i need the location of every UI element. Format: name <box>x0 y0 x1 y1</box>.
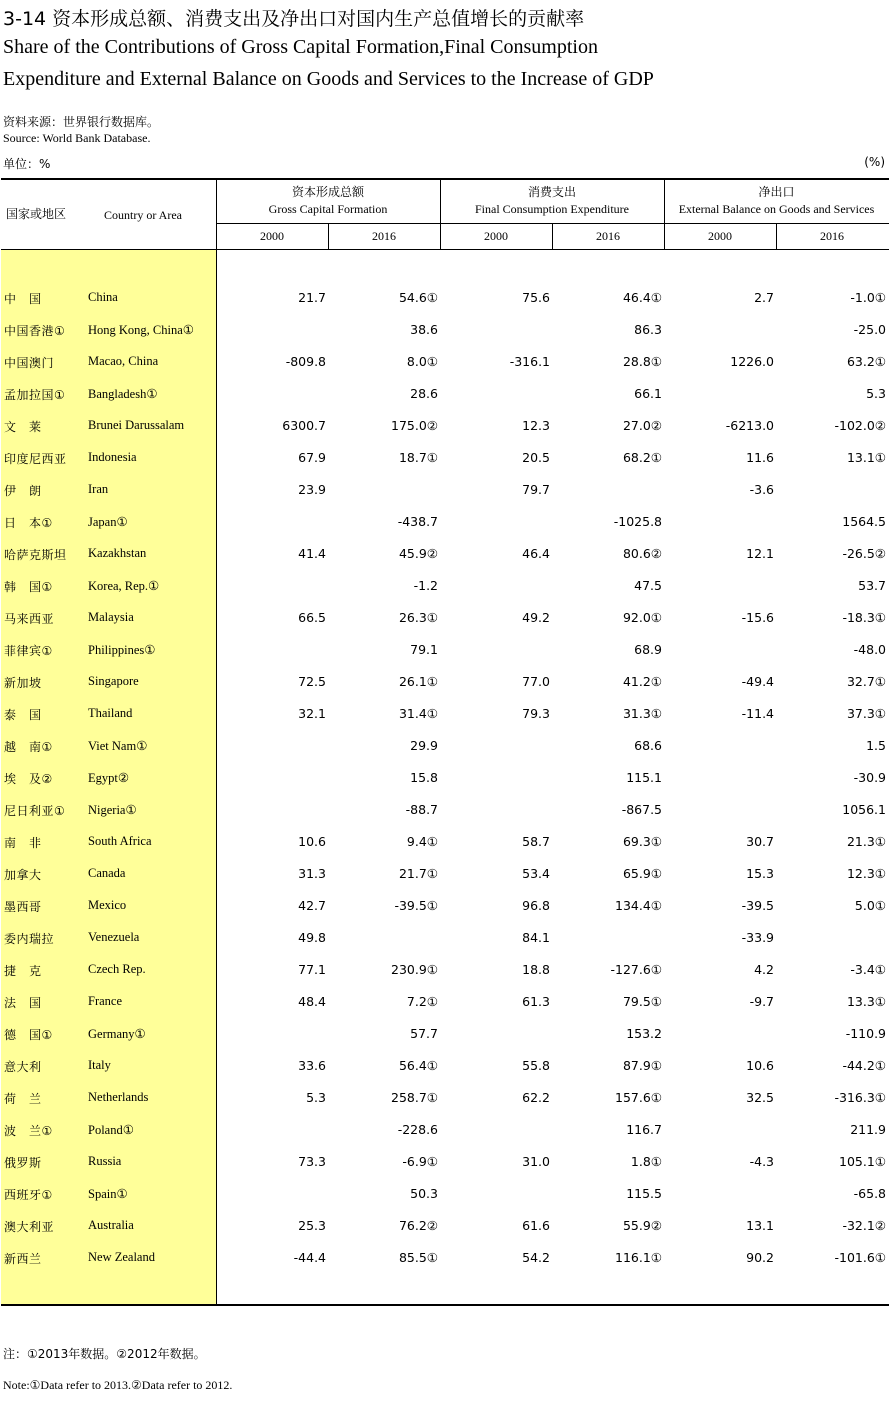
value-cell: 96.8 <box>522 898 550 913</box>
value-cell: 21.3① <box>846 834 886 849</box>
value-cell: 73.3 <box>298 1154 326 1169</box>
region-name-en: Hong Kong, China① <box>88 323 194 337</box>
table-row <box>0 450 889 470</box>
group-header-external-en: External Balance on Goods and Services <box>678 202 875 216</box>
table-row <box>0 1218 889 1238</box>
value-cell: 31.4① <box>398 706 438 721</box>
value-cell: -48.0 <box>853 642 886 657</box>
value-cell: 21.7 <box>298 290 326 305</box>
value-cell: 5.3 <box>866 386 886 401</box>
value-cell: -33.9 <box>741 930 774 945</box>
table-row <box>0 482 889 502</box>
table-row <box>0 610 889 630</box>
value-cell: -3.6 <box>749 482 774 497</box>
region-name-en: Viet Nam① <box>88 739 148 753</box>
region-name-en: Canada <box>88 866 126 880</box>
value-cell: -809.8 <box>285 354 326 369</box>
value-cell: -228.6 <box>397 1122 438 1137</box>
region-name-en: Australia <box>88 1218 134 1232</box>
value-cell: 31.0 <box>522 1154 550 1169</box>
value-cell: -316.3① <box>834 1090 886 1105</box>
value-cell: 55.8 <box>522 1058 550 1073</box>
region-name-cn: 西班牙① <box>4 1188 53 1202</box>
value-cell: -44.2① <box>842 1058 886 1073</box>
value-cell: 105.1① <box>839 1154 886 1169</box>
value-cell: 230.9① <box>391 962 438 977</box>
value-cell: 25.3 <box>298 1218 326 1233</box>
region-name-cn: 加拿大 <box>4 868 42 882</box>
value-cell: 53.7 <box>858 578 886 593</box>
region-name-cn: 中国澳门 <box>4 356 55 370</box>
region-name-en: Indonesia <box>88 450 137 464</box>
table-row <box>0 1026 889 1046</box>
region-name-cn: 菲律宾① <box>4 644 53 658</box>
value-cell: -39.5① <box>394 898 438 913</box>
value-cell: 54.2 <box>522 1250 550 1265</box>
value-cell: 62.2 <box>522 1090 550 1105</box>
value-cell: 92.0① <box>622 610 662 625</box>
value-cell: -39.5 <box>741 898 774 913</box>
value-cell: -9.7 <box>749 994 774 1009</box>
region-name-cn: 德 国① <box>4 1028 53 1042</box>
value-cell: 90.2 <box>746 1250 774 1265</box>
value-cell: -1.0① <box>850 290 886 305</box>
value-cell: 49.2 <box>522 610 550 625</box>
value-cell: 84.1 <box>522 930 550 945</box>
value-cell: 50.3 <box>410 1186 438 1201</box>
region-name-en: Czech Rep. <box>88 962 146 976</box>
region-name-cn: 捷 克 <box>4 964 42 978</box>
value-cell: 10.6 <box>746 1058 774 1073</box>
value-cell: 5.0① <box>854 898 886 913</box>
value-cell: 6300.7 <box>282 418 326 433</box>
region-name-cn: 哈萨克斯坦 <box>4 548 67 562</box>
region-name-cn: 南 非 <box>4 836 42 850</box>
value-cell: -6213.0 <box>725 418 774 433</box>
header-region-cn: 国家或地区 <box>6 207 67 221</box>
table-row <box>0 1250 889 1270</box>
value-cell: 42.7 <box>298 898 326 913</box>
table-row <box>0 514 889 534</box>
value-cell: 80.6② <box>622 546 662 561</box>
region-name-cn: 日 本① <box>4 516 53 530</box>
value-cell: 2.7 <box>754 290 774 305</box>
year-header: 2016 <box>596 229 620 243</box>
source-en: Source: World Bank Database. <box>3 131 151 145</box>
value-cell: -110.9 <box>845 1026 886 1041</box>
value-cell: 54.6① <box>398 290 438 305</box>
table-bottom-rule <box>1 1304 889 1306</box>
region-name-en: Russia <box>88 1154 122 1168</box>
value-cell: -101.6① <box>834 1250 886 1265</box>
region-name-cn: 新加坡 <box>4 676 42 690</box>
table-row <box>0 322 889 342</box>
region-name-en: Philippines① <box>88 643 156 657</box>
value-cell: 15.8 <box>410 770 438 785</box>
region-name-cn: 印度尼西亚 <box>4 452 67 466</box>
value-cell: 30.7 <box>746 834 774 849</box>
value-cell: 75.6 <box>522 290 550 305</box>
value-cell: -15.6 <box>741 610 774 625</box>
value-cell: 58.7 <box>522 834 550 849</box>
region-name-en: Bangladesh① <box>88 387 158 401</box>
value-cell: 12.3① <box>846 866 886 881</box>
value-cell: -102.0② <box>834 418 886 433</box>
region-name-cn: 意大利 <box>4 1060 42 1074</box>
unit-label: 单位：% <box>3 157 51 171</box>
value-cell: -867.5 <box>621 802 662 817</box>
value-cell: 13.3① <box>846 994 886 1009</box>
region-name-cn: 荷 兰 <box>4 1092 42 1106</box>
group-header-capital-cn: 资本形成总额 <box>291 185 364 199</box>
value-cell: 11.6 <box>746 450 774 465</box>
value-cell: 47.5 <box>634 578 662 593</box>
table-row <box>0 642 889 662</box>
table-row <box>0 994 889 1014</box>
value-cell: -18.3① <box>842 610 886 625</box>
value-cell: 32.5 <box>746 1090 774 1105</box>
table-title-en-line1: Share of the Contributions of Gross Capital Formation,Final Consumption <box>3 36 598 58</box>
value-cell: 57.7 <box>410 1026 438 1041</box>
table-row <box>0 738 889 758</box>
region-name-en: Venezuela <box>88 930 140 944</box>
value-cell: 116.1① <box>615 1250 662 1265</box>
header-bottom-rule <box>1 249 889 250</box>
value-cell: 87.9① <box>622 1058 662 1073</box>
table-row <box>0 1058 889 1078</box>
region-name-cn: 澳大利亚 <box>4 1220 55 1234</box>
value-cell: 69.3① <box>622 834 662 849</box>
value-cell: 115.1 <box>626 770 662 785</box>
region-name-en: Thailand <box>88 706 133 720</box>
value-cell: 29.9 <box>410 738 438 753</box>
footnote-cn: 注：①2013年数据。②2012年数据。 <box>3 1347 206 1361</box>
value-cell: 32.7① <box>846 674 886 689</box>
value-cell: 38.6 <box>410 322 438 337</box>
value-cell: 65.9① <box>622 866 662 881</box>
region-name-cn: 俄罗斯 <box>4 1156 42 1170</box>
table-row <box>0 930 889 950</box>
region-name-en: Egypt② <box>88 771 130 785</box>
value-cell: -1025.8 <box>613 514 662 529</box>
value-cell: 4.2 <box>754 962 774 977</box>
table-row <box>0 674 889 694</box>
region-name-cn: 孟加拉国① <box>4 388 66 402</box>
table-row <box>0 770 889 790</box>
region-name-en: Japan① <box>88 515 128 529</box>
value-cell: 77.0 <box>522 674 550 689</box>
value-cell: -438.7 <box>397 514 438 529</box>
value-cell: 37.3① <box>846 706 886 721</box>
value-cell: -4.3 <box>749 1154 774 1169</box>
value-cell: -88.7 <box>405 802 438 817</box>
region-name-en: Brunei Darussalam <box>88 418 185 432</box>
region-name-cn: 中 国 <box>4 292 42 306</box>
table-row <box>0 962 889 982</box>
value-cell: 26.3① <box>398 610 438 625</box>
value-cell: 12.1 <box>746 546 774 561</box>
value-cell: 49.8 <box>298 930 326 945</box>
value-cell: 41.2① <box>622 674 662 689</box>
table-row <box>0 802 889 822</box>
year-header: 2016 <box>372 229 396 243</box>
value-cell: 8.0① <box>406 354 438 369</box>
value-cell: 46.4 <box>522 546 550 561</box>
value-cell: -65.8 <box>853 1186 886 1201</box>
table-top-rule <box>1 178 889 180</box>
value-cell: 13.1 <box>746 1218 774 1233</box>
value-cell: 5.3 <box>306 1090 326 1105</box>
table-row <box>0 1122 889 1142</box>
value-cell: 66.5 <box>298 610 326 625</box>
region-name-en: Netherlands <box>88 1090 149 1104</box>
value-cell: 61.6 <box>522 1218 550 1233</box>
value-cell: 33.6 <box>298 1058 326 1073</box>
value-cell: -316.1 <box>509 354 550 369</box>
value-cell: -1.2 <box>413 578 438 593</box>
group-header-external-cn: 净出口 <box>758 185 795 199</box>
value-cell: 21.7① <box>398 866 438 881</box>
value-cell: 79.5① <box>622 994 662 1009</box>
value-cell: -127.6① <box>610 962 662 977</box>
value-cell: -6.9① <box>402 1154 438 1169</box>
region-name-en: France <box>88 994 123 1008</box>
value-cell: 18.7① <box>398 450 438 465</box>
region-name-cn: 法 国 <box>4 996 42 1010</box>
region-name-cn: 文 莱 <box>4 420 42 434</box>
table-title-en-line2: Expenditure and External Balance on Goods and Services to the Increase of GDP <box>3 68 654 90</box>
table-title-cn: 3-14 资本形成总额、消费支出及净出口对国内生产总值增长的贡献率 <box>3 8 585 30</box>
header-region-en: Country or Area <box>104 208 182 222</box>
value-cell: 53.4 <box>522 866 550 881</box>
value-cell: 79.1 <box>410 642 438 657</box>
region-name-en: Spain① <box>88 1187 128 1201</box>
value-cell: -11.4 <box>741 706 774 721</box>
region-name-en: New Zealand <box>88 1250 155 1264</box>
region-name-cn: 马来西亚 <box>4 612 55 626</box>
region-name-en: Italy <box>88 1058 111 1072</box>
value-cell: 175.0② <box>391 418 438 433</box>
region-name-en: Korea, Rep.① <box>88 579 160 593</box>
group-header-capital-en: Gross Capital Formation <box>268 202 388 216</box>
value-cell: 1056.1 <box>842 802 886 817</box>
value-cell: 157.6① <box>615 1090 662 1105</box>
region-name-cn: 伊 朗 <box>4 484 42 498</box>
value-cell: 27.0② <box>622 418 662 433</box>
table-row <box>0 898 889 918</box>
value-cell: -44.4 <box>293 1250 326 1265</box>
value-cell: 1.5 <box>866 738 886 753</box>
value-cell: 115.5 <box>626 1186 662 1201</box>
value-cell: 68.2① <box>622 450 662 465</box>
value-cell: 211.9 <box>850 1122 886 1137</box>
value-cell: 116.7 <box>626 1122 662 1137</box>
year-header: 2000 <box>260 229 284 243</box>
value-cell: 153.2 <box>626 1026 662 1041</box>
value-cell: 56.4① <box>398 1058 438 1073</box>
value-cell: 45.9② <box>398 546 438 561</box>
year-header: 2016 <box>820 229 844 243</box>
value-cell: 79.3 <box>522 706 550 721</box>
value-cell: -32.1② <box>842 1218 886 1233</box>
region-name-cn: 韩 国① <box>4 580 53 594</box>
value-cell: 28.8① <box>622 354 662 369</box>
value-cell: 1564.5 <box>842 514 886 529</box>
value-cell: 48.4 <box>298 994 326 1009</box>
table-row <box>0 866 889 886</box>
region-name-cn: 埃 及② <box>4 772 53 786</box>
value-cell: 41.4 <box>298 546 326 561</box>
region-name-cn: 波 兰① <box>4 1124 53 1138</box>
value-cell: 76.2② <box>398 1218 438 1233</box>
table-row <box>0 386 889 406</box>
value-cell: 68.6 <box>634 738 662 753</box>
value-cell: 61.3 <box>522 994 550 1009</box>
value-cell: -49.4 <box>741 674 774 689</box>
region-name-en: Iran <box>88 482 109 496</box>
group-header-consumption-cn: 消费支出 <box>527 185 576 199</box>
value-cell: 258.7① <box>391 1090 438 1105</box>
region-name-en: Malaysia <box>88 610 134 624</box>
table-row <box>0 1154 889 1174</box>
value-cell: 23.9 <box>298 482 326 497</box>
value-cell: 9.4① <box>406 834 438 849</box>
region-name-cn: 泰 国 <box>4 708 42 722</box>
value-cell: 85.5① <box>398 1250 438 1265</box>
value-cell: 46.4① <box>622 290 662 305</box>
table-row <box>0 578 889 598</box>
value-cell: 1226.0 <box>730 354 774 369</box>
value-cell: -26.5② <box>842 546 886 561</box>
source-cn: 资料来源：世界银行数据库。 <box>3 115 160 129</box>
value-cell: 12.3 <box>522 418 550 433</box>
table-row <box>0 706 889 726</box>
region-name-en: Macao, China <box>88 354 159 368</box>
value-cell: 31.3 <box>298 866 326 881</box>
value-cell: -3.4① <box>850 962 886 977</box>
value-cell: 7.2① <box>406 994 438 1009</box>
value-cell: 63.2① <box>846 354 886 369</box>
value-cell: 67.9 <box>298 450 326 465</box>
value-cell: 55.9② <box>622 1218 662 1233</box>
value-cell: -25.0 <box>853 322 886 337</box>
group-header-consumption-en: Final Consumption Expenditure <box>475 202 629 216</box>
footnote-en: Note:①Data refer to 2013.②Data refer to 2012. <box>3 1378 233 1392</box>
region-name-en: Poland① <box>88 1123 134 1137</box>
region-name-cn: 新西兰 <box>4 1252 42 1266</box>
value-cell: 26.1① <box>398 674 438 689</box>
table-row <box>0 834 889 854</box>
year-header: 2000 <box>484 229 508 243</box>
region-name-en: Kazakhstan <box>88 546 147 560</box>
value-cell: 134.4① <box>615 898 662 913</box>
table-row <box>0 418 889 438</box>
value-cell: 32.1 <box>298 706 326 721</box>
value-cell: 72.5 <box>298 674 326 689</box>
value-cell: 77.1 <box>298 962 326 977</box>
value-cell: 20.5 <box>522 450 550 465</box>
year-header: 2000 <box>708 229 732 243</box>
value-cell: 86.3 <box>634 322 662 337</box>
value-cell: 13.1① <box>846 450 886 465</box>
table-row <box>0 354 889 374</box>
region-name-cn: 委内瑞拉 <box>4 932 55 946</box>
region-name-en: Mexico <box>88 898 127 912</box>
region-name-en: South Africa <box>88 834 152 848</box>
value-cell: 68.9 <box>634 642 662 657</box>
value-cell: 15.3 <box>746 866 774 881</box>
table-row <box>0 1186 889 1206</box>
region-name-cn: 墨西哥 <box>4 900 42 914</box>
region-name-en: China <box>88 290 118 304</box>
region-name-en: Germany① <box>88 1027 146 1041</box>
value-cell: 66.1 <box>634 386 662 401</box>
table-row <box>0 1090 889 1110</box>
table-row <box>0 290 889 310</box>
region-name-cn: 越 南① <box>4 740 53 754</box>
value-cell: 18.8 <box>522 962 550 977</box>
region-name-en: Singapore <box>88 674 139 688</box>
value-cell: 1.8① <box>630 1154 662 1169</box>
region-name-cn: 尼日利亚① <box>4 804 66 818</box>
region-name-en: Nigeria① <box>88 803 137 817</box>
value-cell: 79.7 <box>522 482 550 497</box>
value-cell: -30.9 <box>853 770 886 785</box>
value-cell: 28.6 <box>410 386 438 401</box>
table-row <box>0 546 889 566</box>
value-cell: 31.3① <box>622 706 662 721</box>
unit-percent: (%) <box>864 155 885 169</box>
value-cell: 10.6 <box>298 834 326 849</box>
region-name-cn: 中国香港① <box>4 324 66 338</box>
